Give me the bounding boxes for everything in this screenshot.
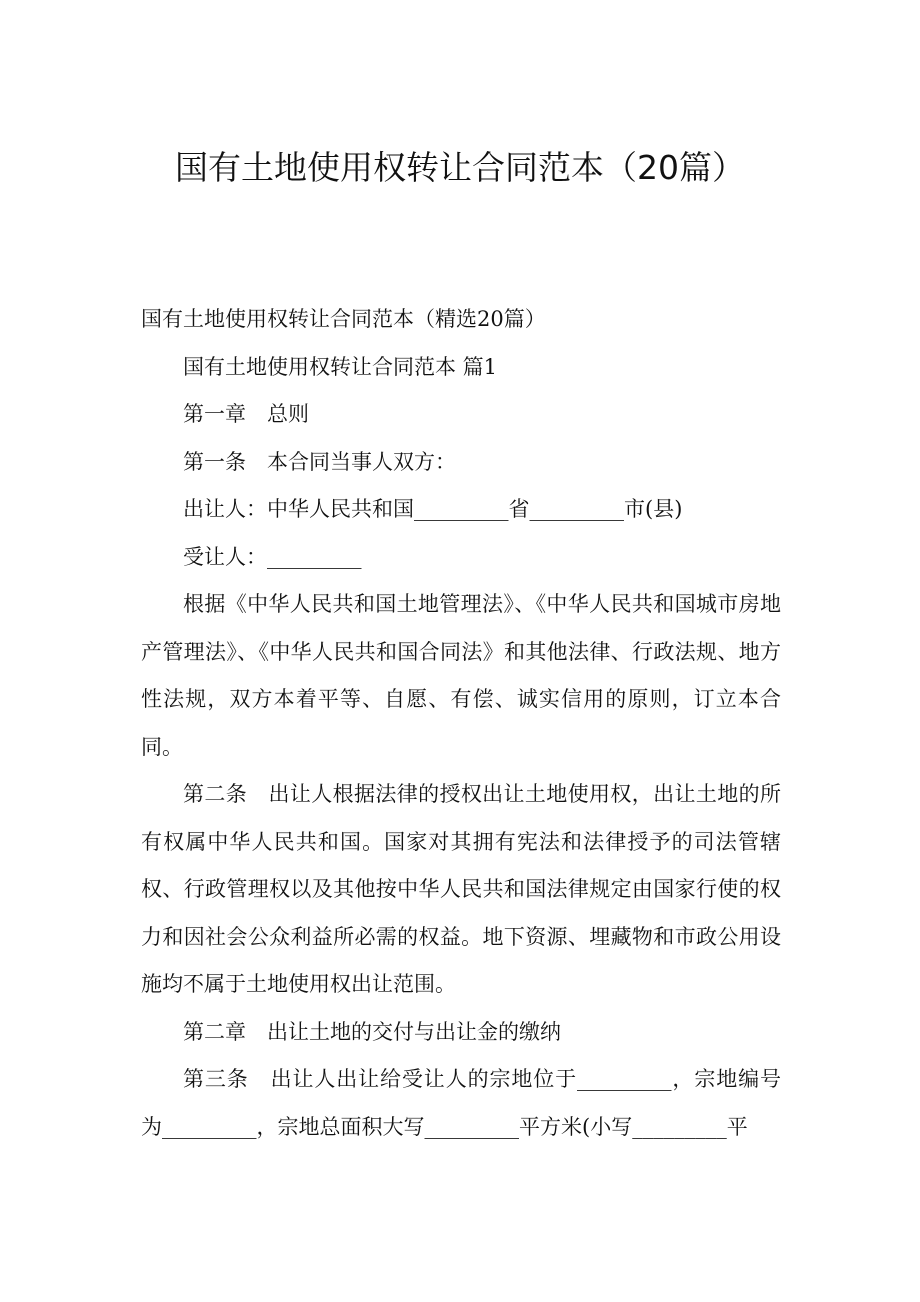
paragraph-chapter-1: 第一章 总则 <box>183 402 309 426</box>
document-title: 国有土地使用权转让合同范本（20篇） <box>175 148 745 187</box>
paragraph-section-title: 国有土地使用权转让合同范本 篇1 <box>183 354 498 379</box>
paragraph-heading: 国有土地使用权转让合同范本（精选20篇） <box>141 307 546 331</box>
paragraph-assignee: 受让人：_________ <box>183 544 362 569</box>
paragraph-article-1: 第一条 本合同当事人双方： <box>183 449 456 474</box>
paragraph-article-2: 第二条 出让人根据法律的授权出让土地使用权，出让土地的所有权属中华人民共和国。国家对其拥有宪法和法律授予的司法管辖权、行政管理权以及其他按中华人民共和国法律规定由国家行使的权力和因社会公众利益所必需的权益。地下资源、埋藏物和市政公用设施均不属于土地使用权出让范围。 <box>141 782 781 996</box>
paragraph-chapter-2: 第二章 出让土地的交付与出让金的缴纳 <box>183 1019 561 1044</box>
paragraph-article-3: 第三条 出让人出让给受让人的宗地位于_________，宗地编号为_________，宗地总面积大写_________平方米(小写_________平 <box>141 1067 781 1139</box>
paragraph-basis: 根据《中华人民共和国土地管理法》、《中华人民共和国城市房地产管理法》、《中华人民共和国合同法》和其他法律、行政法规、地方性法规，双方本着平等、自愿、有偿、诚实信用的原则，订立本合同。 <box>141 592 781 759</box>
paragraph-assignor: 出让人：中华人民共和国_________省_________市(县) <box>183 497 683 521</box>
document-body <box>141 296 781 1151</box>
